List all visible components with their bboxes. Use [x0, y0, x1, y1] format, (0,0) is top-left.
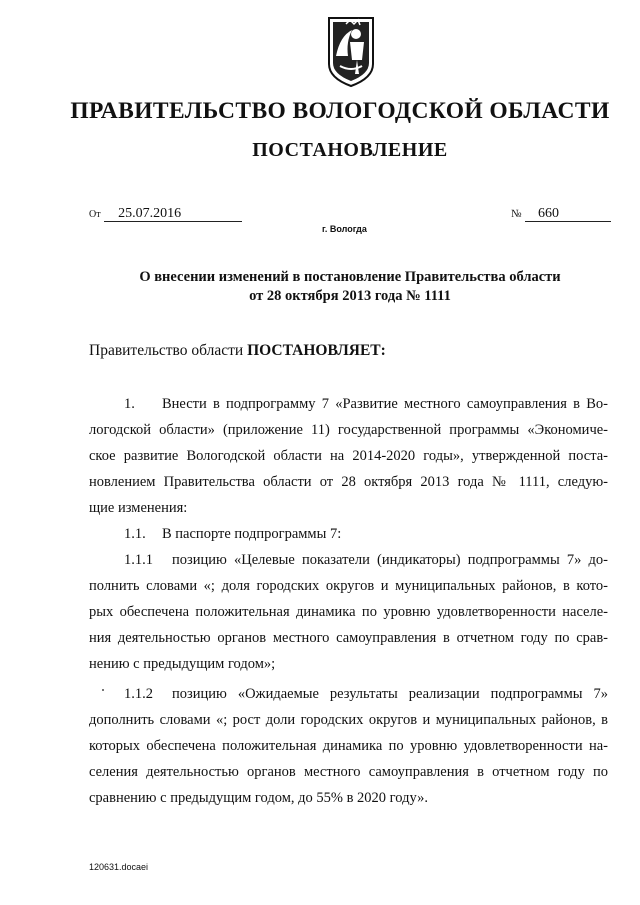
government-title: ПРАВИТЕЛЬСТВО ВОЛОГОДСКОЙ ОБЛАСТИ	[70, 98, 610, 124]
paragraph-line: нению с предыдущим годом»;	[89, 656, 276, 672]
paragraph-line: ское развитие Вологодской области на 2014-2020 годы», утвержденной поста-	[89, 448, 608, 464]
document-type: ПОСТАНОВЛЕНИЕ	[252, 139, 448, 161]
subject-line: от 28 октября 2013 года № 1111	[249, 288, 451, 304]
paragraph-line: ния деятельностью органов местного самоуправления в отчетном году по срав-	[89, 630, 608, 646]
date-field	[89, 206, 242, 222]
file-reference: 120631.docaei	[89, 862, 149, 872]
scan-speck	[102, 689, 104, 691]
paragraph-line: логодской области» (приложение 11) государственной программы «Экономиче-	[89, 422, 608, 438]
date-value: 25.07.2016	[104, 206, 242, 222]
date-label: От	[89, 209, 101, 220]
decree-statement	[89, 342, 386, 360]
paragraph-number: 1.	[124, 396, 135, 412]
number-value: 660	[525, 206, 611, 222]
subject-line: О внесении изменений в постановление Правительства области	[139, 269, 561, 285]
paragraph-line: рых обеспечена положительная динамика по уровню удовлетворенности населе-	[89, 604, 608, 620]
decree-prefix: Правительство области	[89, 342, 244, 359]
paragraph-line: сравнению с предыдущим годом, до 55% в 2020 году».	[89, 790, 428, 806]
paragraph-line: щие изменения:	[89, 500, 188, 516]
vologda-coat-of-arms-icon	[326, 16, 376, 88]
paragraph-number: 1.1.	[124, 526, 146, 542]
paragraph-line: Внести в подпрограмму 7 «Развитие местного самоуправления в Во-	[162, 396, 608, 412]
city-label: г. Вологда	[322, 224, 367, 234]
decree-verb: ПОСТАНОВЛЯЕТ:	[247, 342, 386, 359]
paragraph-line: позицию «Целевые показатели (индикаторы) подпрограммы 7» до-	[172, 552, 608, 568]
number-field	[511, 206, 611, 222]
paragraph-number: 1.1.2	[124, 686, 153, 702]
document-subject	[60, 268, 640, 306]
paragraph-number: 1.1.1	[124, 552, 153, 568]
number-label: №	[511, 208, 522, 220]
paragraph-line: позицию «Ожидаемые результаты реализации подпрограммы 7»	[172, 686, 608, 702]
paragraph-line: селения деятельностью органов местного самоуправления в отчетном году по	[89, 764, 608, 780]
paragraph-line: дополнить словами «; рост доли городских округов и муниципальных районов, в	[89, 712, 608, 728]
paragraph-line: новлением Правительства области от 28 октября 2013 года № 1111, следую-	[89, 474, 608, 490]
paragraph-line: которых обеспечена положительная динамика по уровню удовлетворенности на-	[89, 738, 608, 754]
paragraph-line: В паспорте подпрограммы 7:	[162, 526, 342, 542]
paragraph-line: полнить словами «; доля городских округов и муниципальных районов, в кото-	[89, 578, 608, 594]
